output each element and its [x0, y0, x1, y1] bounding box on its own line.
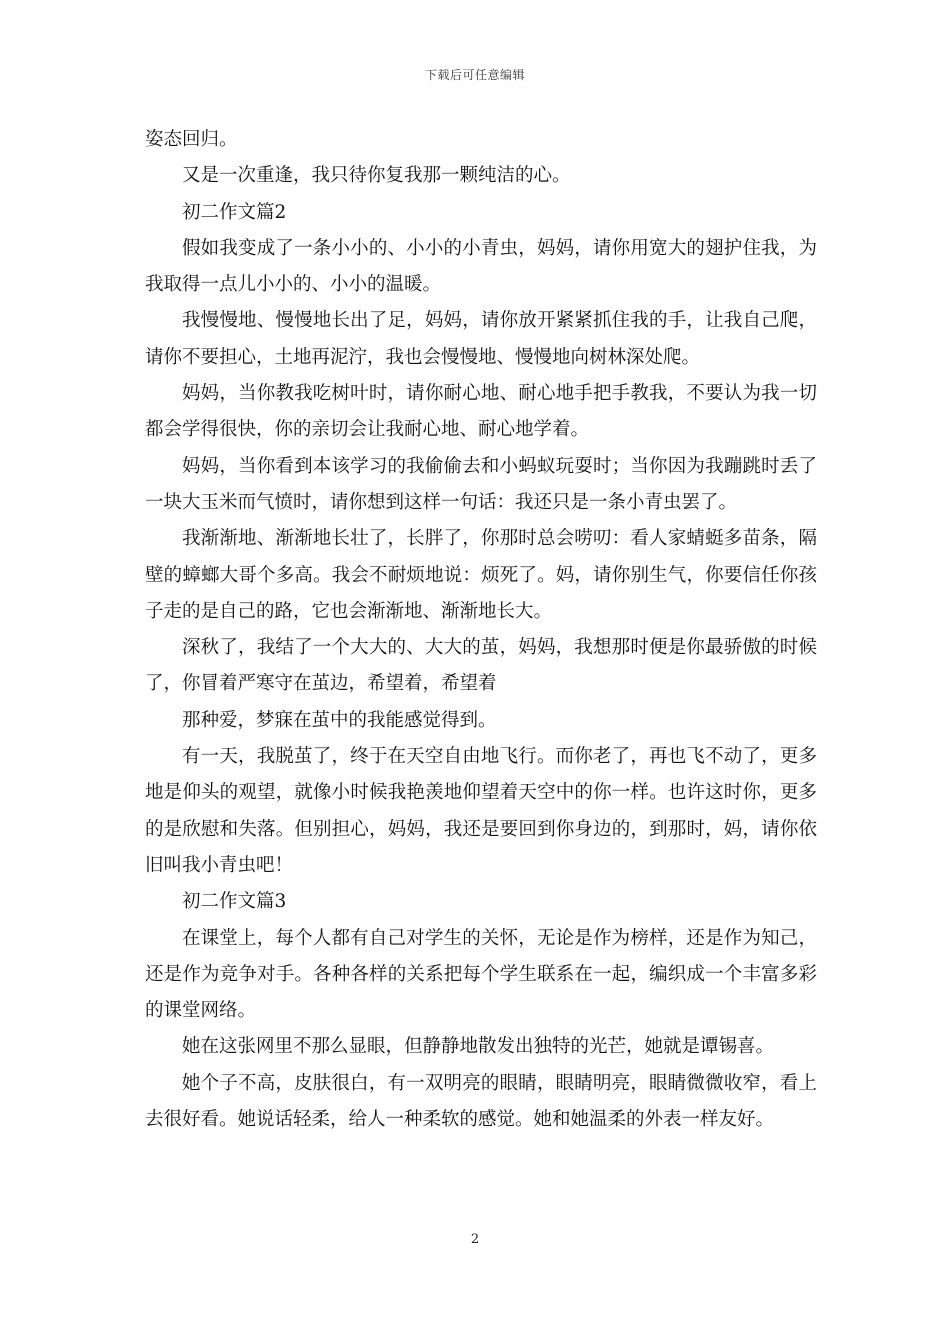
- page-header: 下载后可任意编辑: [424, 68, 525, 82]
- paragraph: 我慢慢地、慢慢地长出了足，妈妈，请你放开紧紧抓住我的手，让我自己爬，请你不要担心，土地再泥泞，我也会慢慢地、慢慢地向树林深处爬。: [145, 310, 817, 368]
- paragraph: 那种爱，梦寐在茧中的我能感觉得到。: [182, 709, 497, 731]
- paragraph: 她个子不高，皮肤很白，有一双明亮的眼睛，眼睛明亮，眼睛微微收窄，看上去很好看。她说话轻柔，给人一种柔软的感觉。她和她温柔的外表一样友好。: [145, 1072, 817, 1131]
- paragraph: 她在这张网里不那么显眼，但静静地散发出独特的光芒，她就是谭锡喜。: [182, 1036, 775, 1058]
- paragraph: 深秋了，我结了一个大大的、大大的茧，妈妈，我想那时便是你最骄傲的时候了，你冒着严寒守在茧边，希望着，希望着: [145, 637, 817, 695]
- paragraph: 姿态回归。: [145, 129, 238, 150]
- document-body: [145, 122, 817, 1138]
- paragraph: 我渐渐地、渐渐地长壮了，长胖了，你那时总会唠叨：看人家蜻蜓多苗条，隔壁的蟑螂大哥个多高。我会不耐烦地说：烦死了。妈，请你别生气，你要信任你孩子走的是自己的路，它也会渐渐地、渐渐地长大。: [145, 528, 817, 622]
- section-heading: 初二作文篇3: [182, 891, 287, 913]
- paragraph: 妈妈，当你看到本该学习的我偷偷去和小蚂蚁玩耍时；当你因为我蹦跳时丢了一块大玉米而气愤时，请你想到这样一句话：我还只是一条小青虫罢了。: [145, 455, 817, 513]
- paragraph: 在课堂上，每个人都有自己对学生的关怀，无论是作为榜样，还是作为知己，还是作为竞争对手。各种各样的关系把每个学生联系在一起，编织成一个丰富多彩的课堂网络。: [145, 927, 817, 1022]
- paragraph: 假如我变成了一条小小的、小小的小青虫，妈妈，请你用宽大的翅护住我，为我取得一点儿小小的、小小的温暖。: [145, 237, 817, 296]
- paragraph: 有一天，我脱茧了，终于在天空自由地飞行。而你老了，再也飞不动了，更多地是仰头的观望，就像小时候我艳羡地仰望着天空中的你一样。也许这时你，更多的是欣慰和失落。但别担心，妈妈，我还是要回到你身边的，到那时，妈，请你依旧叫我小青虫吧！: [145, 746, 817, 876]
- page-number: 2: [470, 1232, 480, 1247]
- paragraph: 又是一次重逢，我只待你复我那一颗纯洁的心。: [182, 165, 571, 187]
- section-heading: 初二作文篇2: [182, 201, 287, 223]
- paragraph: 妈妈，当你教我吃树叶时，请你耐心地、耐心地手把手教我，不要认为我一切都会学得很快，你的亲切会让我耐心地、耐心地学着。: [145, 383, 817, 441]
